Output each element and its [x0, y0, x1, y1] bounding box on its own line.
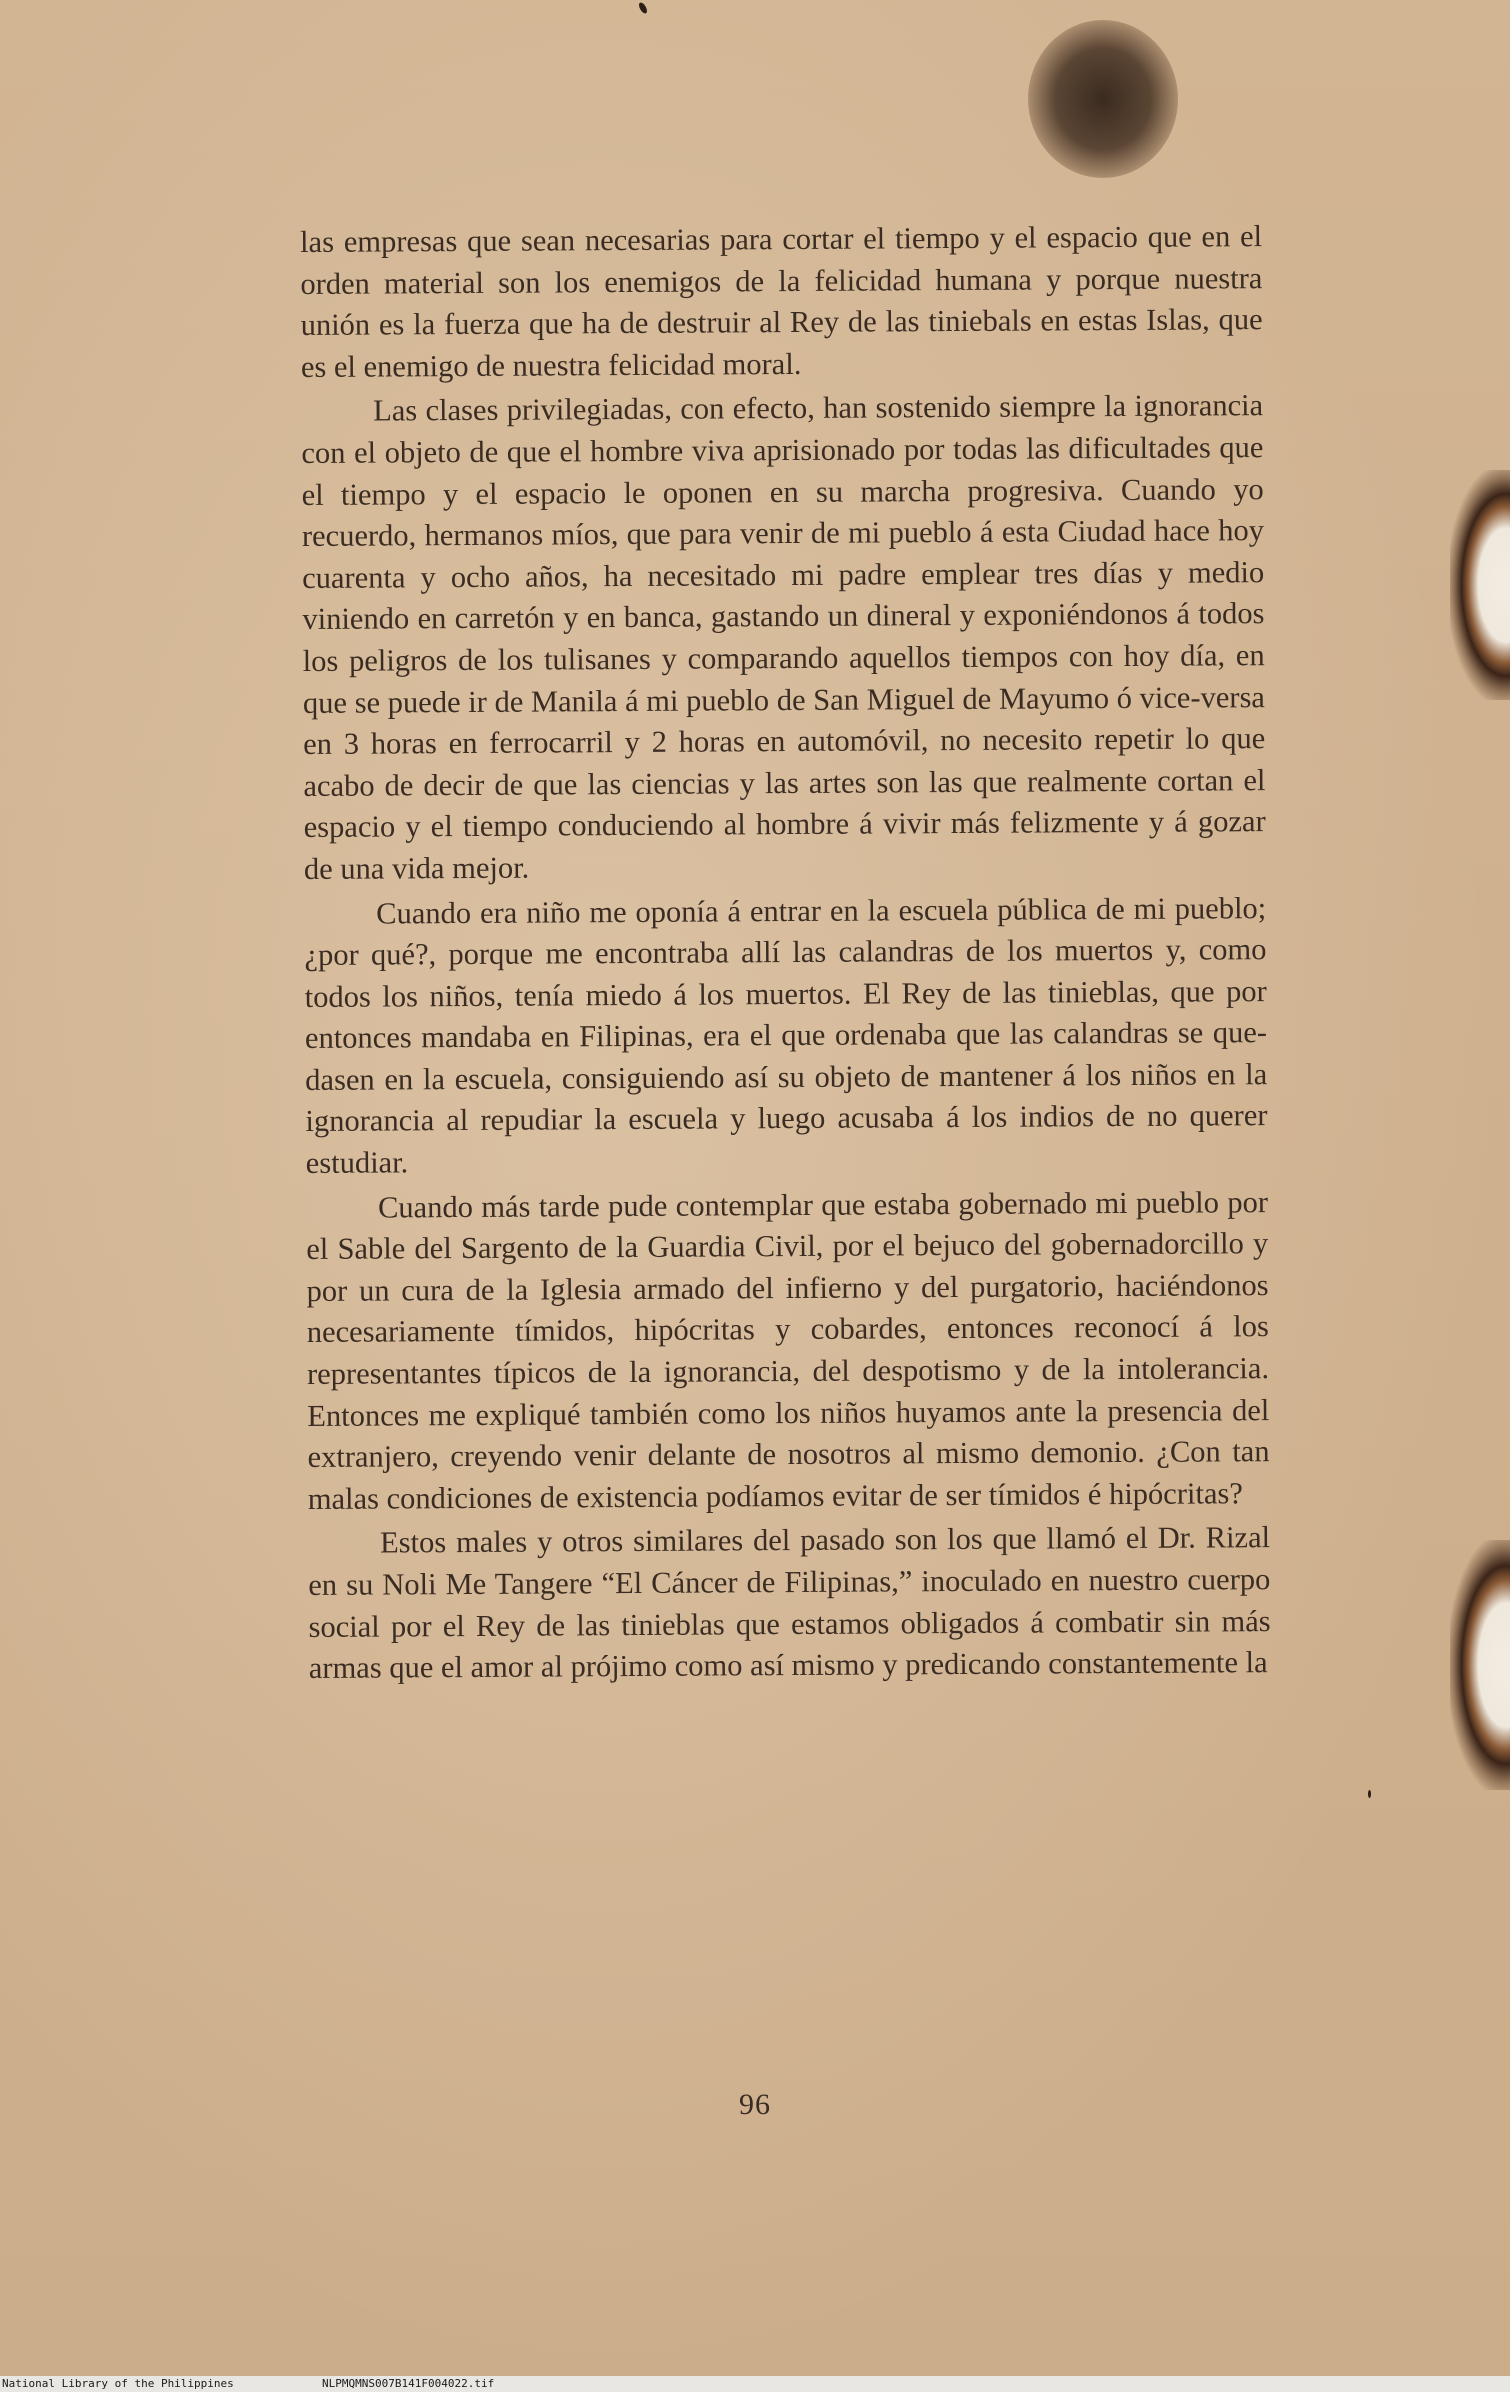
ink-speck: [637, 1, 648, 14]
burn-hole-lower: [1450, 1540, 1510, 1790]
page-number: 96: [739, 2088, 771, 2121]
footer-filename: NLPMQMNS007B141F004022.tif: [322, 2377, 495, 2390]
footer-library-label: National Library of the Philippines: [2, 2377, 234, 2390]
paragraph-2: Las clases privilegiadas, con efecto, han sostenido siempre la ignorancia con el objeto de que el hombre viva aprisionado por todas las dificultades que el tiempo y el espacio le oponen en su marcha progresiva. Cuando yo recuerdo, hermanos míos, que para venir de mi pueblo á esta Ciudad hace hoy cuarenta y ocho años, ha necesitado mi padre emplear tres días y medio viniendo en carretón y en banca, gastando un dineral y exponiéndonos á todos los peligros de los tulisanes y comparando aquellos tiempos con hoy día, en que se puede ir de Manila á mi pueblo de San Miguel de Mayumo ó vice-versa en 3 horas en ferrocarril y 2 horas en automóvil, no necesito repetir lo que acabo de decir de que las ciencias y las artes son las que realmente cortan el espacio y el tiempo conduciendo al hombre á vivir más felizmente y á gozar de una vida mejor.: [301, 388, 1266, 886]
paragraph-5: Estos males y otros similares del pasado son los que llamó el Dr. Rizal en su Noli Me Tangere “El Cáncer de Filipinas,” inoculado en nuestro cuerpo social por el Rey de las tinieblas que estamos obligados á combatir sin más armas que el amor al prójimo como así mismo y predicando constantemente la: [308, 1520, 1271, 1686]
ink-blot-stain: [1028, 20, 1178, 178]
ink-speck: [1368, 1790, 1371, 1798]
paragraph-1: las empresas que sean necesarias para cortar el tiempo y el espacio que en el orden material son los enemigos de la felicidad humana y porque nuestra unión es la fuerza que ha de destruir al Rey de las tiniebals en estas Islas, que es el enemigo de nuestra felicidad moral.: [300, 219, 1263, 384]
paragraph-3: Cuando era niño me oponía á entrar en la escuela pública de mi pueblo; ¿por qué?, porque me encontraba allí las calandras de los muertos y, como todos los niños, tenía miedo á los muertos. El Rey de las tinieblas, que por entonces mandaba en Filipinas, era el que ordenaba que las calandras se quedasen en la escuela, consiguiendo así su objeto de mantener á los niños en la ignorancia al repudiar la escuela y luego acusaba á los indios de no querer estudiar.: [304, 890, 1268, 1181]
paragraph-4: Cuando más tarde pude contemplar que estaba gobernado mi pueblo por el Sable del Sargento de la Guardia Civil, por el bejuco del gobernadorcillo y por un cura de la Iglesia armado del infierno y del purgatorio, haciéndonos necesariamente tímidos, hipócritas y cobardes, entonces reconocí á los representantes típicos de la ignorancia, del despotismo y de la intolerancia. Entonces me expliqué también como los niños huyamos ante la presencia del extranjero, creyendo venir delante de nosotros al mismo demonio. ¿Con tan malas condiciones de existencia podíamos evitar de ser tímidos é hipócritas?: [306, 1184, 1270, 1516]
burn-hole-upper: [1450, 470, 1510, 700]
body-text: [300, 216, 1271, 1693]
